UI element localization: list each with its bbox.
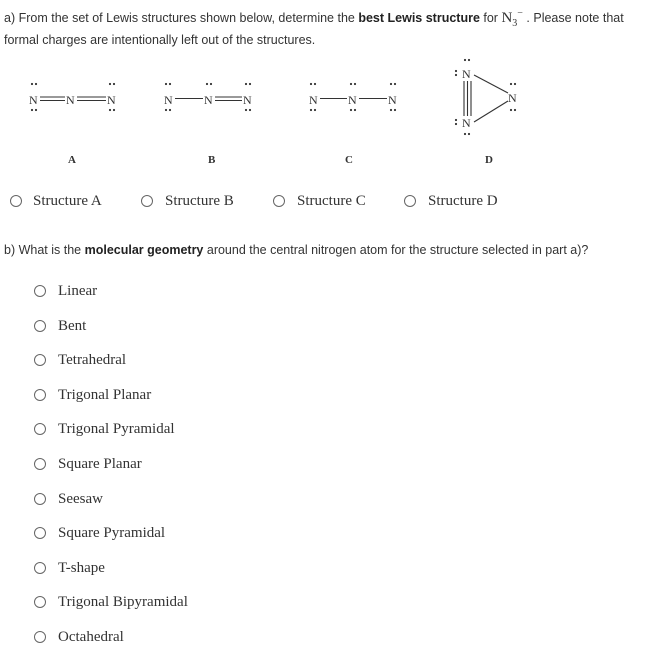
part-a-options [0,190,669,214]
nitrogen-atom: N [29,93,38,107]
nitrogen-atom: N [204,93,213,107]
question-a-suffix: . Please note that formal charges are intentionally left out of the structures. [4,11,624,47]
question-a-text [4,5,644,49]
formula-charge: − [517,8,523,19]
radio-seesaw[interactable] [34,493,46,505]
nitrogen-atom: N [164,93,173,107]
question-b-suffix: around the central nitrogen atom for the structure selected in part a)? [203,243,589,257]
radio-structure-c[interactable] [273,195,285,207]
nitrogen-atom: N [462,116,471,130]
option-trigonal-bipyramidal-label[interactable]: Trigonal Bipyramidal [58,594,188,610]
radio-square-planar[interactable] [34,458,46,470]
option-structure-b-label[interactable]: Structure B [165,193,234,209]
nitrogen-atom: N [388,93,397,107]
radio-structure-a[interactable] [10,195,22,207]
option-seesaw-label[interactable]: Seesaw [58,491,103,507]
structure-b-label: B [208,154,216,166]
nitrogen-atom: N [66,93,75,107]
nitrogen-atom: N [243,93,252,107]
option-structure-c-label[interactable]: Structure C [297,193,366,209]
nitrogen-atom: N [107,93,116,107]
nitrogen-atom: N [309,93,318,107]
structure-b-drawing [164,83,252,166]
structure-d-drawing [455,59,517,166]
question-b-text [4,243,588,257]
option-tetrahedral-label[interactable]: Tetrahedral [58,352,127,368]
radio-structure-b[interactable] [141,195,153,207]
radio-trigonal-bipyramidal[interactable] [34,596,46,608]
radio-square-pyramidal[interactable] [34,527,46,539]
radio-t-shape[interactable] [34,562,46,574]
structure-c-label: C [345,154,353,166]
structure-c-drawing [309,83,397,166]
nitrogen-atom: N [508,91,517,105]
nitrogen-atom: N [348,93,357,107]
formula-base: N [501,10,513,26]
option-octahedral-label[interactable]: Octahedral [58,629,124,645]
radio-octahedral[interactable] [34,631,46,643]
radio-linear[interactable] [34,285,46,297]
structure-a-drawing [29,83,116,166]
option-square-planar-label[interactable]: Square Planar [58,456,142,472]
option-structure-a-label[interactable]: Structure A [33,193,102,209]
azide-formula [501,8,523,29]
question-b-bold: molecular geometry [84,243,204,257]
radio-bent[interactable] [34,320,46,332]
option-square-pyramidal-label[interactable]: Square Pyramidal [58,525,166,541]
radio-trigonal-pyramidal[interactable] [34,423,46,435]
option-linear-label[interactable]: Linear [58,283,98,299]
structure-a-label: A [68,154,76,166]
question-a-mid: for [479,11,502,25]
structure-d-label: D [485,154,493,166]
radio-trigonal-planar[interactable] [34,389,46,401]
question-a-prefix: a) From the set of Lewis structures shown below, determine the [4,11,359,25]
radio-tetrahedral[interactable] [34,354,46,366]
option-structure-d-label[interactable]: Structure D [428,193,498,209]
option-trigonal-pyramidal-label[interactable]: Trigonal Pyramidal [58,421,175,437]
option-trigonal-planar-label[interactable]: Trigonal Planar [58,387,152,403]
option-t-shape-label[interactable]: T-shape [58,560,105,576]
formula-subscript: 3 [512,18,518,29]
radio-structure-d[interactable] [404,195,416,207]
option-bent-label[interactable]: Bent [58,318,87,334]
question-b-prefix: b) What is the [4,243,85,257]
lewis-structures-figure [0,50,669,175]
nitrogen-atom: N [462,67,471,81]
question-a-bold: best Lewis structure [358,11,480,25]
